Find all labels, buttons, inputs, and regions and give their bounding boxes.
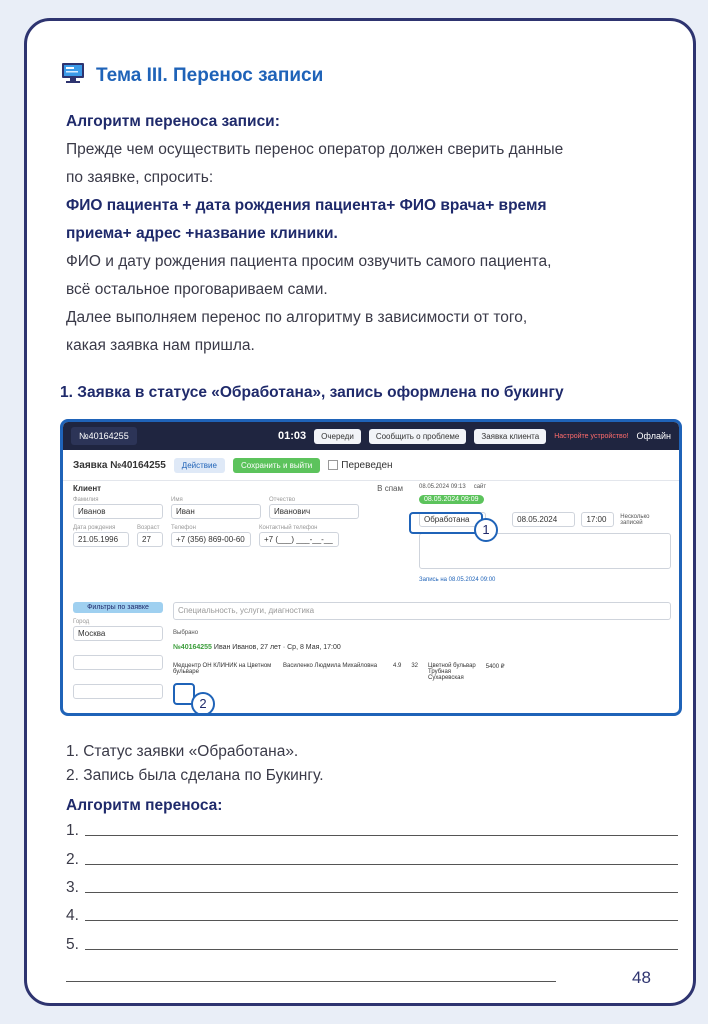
- district-field[interactable]: [73, 684, 163, 699]
- callout-1-badge: 1: [474, 518, 498, 542]
- surname-field[interactable]: Иванов: [73, 504, 163, 519]
- contact-phone-label: Контактный телефон: [259, 525, 318, 531]
- doctor-name: Василенко Людмила Михайловна: [283, 663, 378, 669]
- name-label: Имя: [171, 497, 183, 503]
- queue-button[interactable]: Очереди: [314, 429, 361, 444]
- intro-bold-line2: приема+ адрес +название клиники.: [66, 225, 338, 242]
- phone-label: Телефон: [171, 525, 196, 531]
- algorithm-line-1-number: 1.: [66, 822, 79, 839]
- spam-link[interactable]: В спам: [377, 484, 403, 493]
- footer-rule: [66, 981, 556, 982]
- patronymic-field[interactable]: Иванович: [269, 504, 359, 519]
- metro-field[interactable]: [73, 655, 163, 670]
- online-status[interactable]: Офлайн: [636, 431, 671, 441]
- client-request-button[interactable]: Заявка клиента: [474, 429, 546, 444]
- intro-p1-line1: Прежде чем осуществить перенос оператор должен сверить данные: [66, 141, 564, 158]
- status-field[interactable]: Обработана: [419, 512, 486, 527]
- intro-p2-line1: ФИО и дату рождения пациента просим озвучить самого пациента,: [66, 253, 552, 270]
- results-panel: [173, 602, 671, 681]
- comment-area[interactable]: [419, 533, 671, 569]
- crm-topbar: [63, 422, 679, 450]
- next-call-time[interactable]: 17:00: [581, 512, 614, 527]
- service-search-input[interactable]: Специальность, услуги, диагностика: [173, 602, 671, 620]
- report-problem-button[interactable]: Сообщить о проблеме: [369, 429, 467, 444]
- clinic-name: Медцентр ОН КЛИНИК на Цветном бульваре: [173, 663, 272, 675]
- selected-label: Выбрано: [173, 630, 199, 636]
- city-field[interactable]: Москва: [73, 626, 163, 641]
- algorithm-line-3-number: 3.: [66, 879, 79, 896]
- source-site: сайт: [473, 484, 487, 490]
- algorithm-line-4: [66, 907, 678, 925]
- algorithm-line-3: [66, 879, 678, 897]
- intro-heading: Алгоритм переноса записи:: [66, 113, 280, 130]
- client-panel: [73, 484, 403, 547]
- algorithm-line-1: [66, 822, 678, 840]
- age-label: Возраст: [137, 525, 160, 531]
- transferred-label: Переведен: [341, 459, 393, 471]
- call-timer: 01:03: [277, 430, 307, 442]
- service-price: 5400 ₽: [485, 664, 505, 670]
- booking-date-badge: 08.05.2024 09:09: [419, 495, 484, 504]
- appointment-note: Запись на 08.05.2024 09:00: [419, 577, 496, 583]
- intro-p3-line1: Далее выполняем перенос по алгоритму в зависимости от того,: [66, 309, 528, 326]
- request-header: [63, 450, 679, 481]
- patronymic-label: Отчество: [269, 497, 296, 503]
- doctor-reviews: 32: [411, 663, 419, 669]
- selected-request-number: №40164255: [173, 644, 212, 651]
- tab-request[interactable]: №40164255: [71, 427, 137, 445]
- note-item-2: 2. Запись была сделана по Букингу.: [66, 767, 324, 784]
- doctor-rating: 4.9: [393, 663, 402, 669]
- action-dropdown[interactable]: Действие: [174, 458, 225, 473]
- device-warning: Настройте устройство!: [554, 432, 629, 440]
- save-exit-button[interactable]: Сохранить и выйти: [233, 458, 320, 473]
- page-header: [60, 62, 323, 89]
- page-number: 48: [632, 968, 651, 987]
- intro-p2-line2: всё остальное проговариваем сами.: [66, 281, 328, 298]
- surname-label: Фамилия: [73, 497, 99, 503]
- request-title: Заявка №40164255: [73, 459, 166, 471]
- monitor-icon: [60, 62, 86, 89]
- name-field[interactable]: Иван: [171, 504, 261, 519]
- multiple-records[interactable]: Несколько записей: [620, 513, 650, 526]
- metro-3: Сухаревская: [428, 675, 464, 681]
- client-label: Клиент: [73, 484, 102, 493]
- metro-1: Цветной бульвар: [428, 663, 476, 669]
- crm-screenshot: [60, 419, 682, 716]
- filters-panel: [73, 602, 163, 699]
- city-label: Город: [73, 619, 90, 625]
- contact-phone-field[interactable]: +7 (___) ___-__-__: [259, 532, 339, 547]
- note-item-1: 1. Статус заявки «Обработана».: [66, 743, 299, 760]
- status-callout: [409, 512, 483, 534]
- algorithm-line-2: [66, 851, 678, 869]
- metro-2: Трубная: [428, 669, 452, 675]
- selected-patient-info: Иван Иванов, 27 лет · Ср, 8 Мая, 17:00: [213, 644, 341, 651]
- algorithm-line-4-number: 4.: [66, 907, 79, 924]
- intro-text: [66, 108, 666, 360]
- algorithm-line-5-number: 5.: [66, 936, 79, 953]
- age-field: 27: [137, 532, 163, 547]
- date-created: 08.05.2024 09:13: [419, 484, 466, 490]
- birth-field[interactable]: 21.05.1996: [73, 532, 129, 547]
- intro-bold-line1: ФИО пациента + дата рождения пациента+ ФИО врача+ время: [66, 197, 547, 214]
- algorithm-line-2-number: 2.: [66, 851, 79, 868]
- birth-label: Дата рождения: [73, 525, 116, 531]
- page-title: Тема III. Перенос записи: [96, 64, 324, 86]
- intro-p1-line2: по заявке, спросить:: [66, 169, 214, 186]
- clinic-row[interactable]: [173, 663, 671, 681]
- algorithm-line-5: [66, 936, 678, 954]
- notes-list: [66, 740, 324, 788]
- filters-button[interactable]: Фильтры по заявке: [73, 602, 163, 613]
- algorithm-heading: Алгоритм переноса:: [66, 797, 223, 814]
- callout-2-badge: 2: [191, 692, 215, 716]
- phone-field[interactable]: +7 (356) 869-00-60: [171, 532, 251, 547]
- intro-p3-line2: какая заявка нам пришла.: [66, 337, 255, 354]
- transferred-checkbox[interactable]: [328, 460, 392, 471]
- next-call-date[interactable]: 08.05.2024: [512, 512, 575, 527]
- section-title: 1. Заявка в статусе «Обработана», запись оформлена по букингу: [60, 384, 564, 401]
